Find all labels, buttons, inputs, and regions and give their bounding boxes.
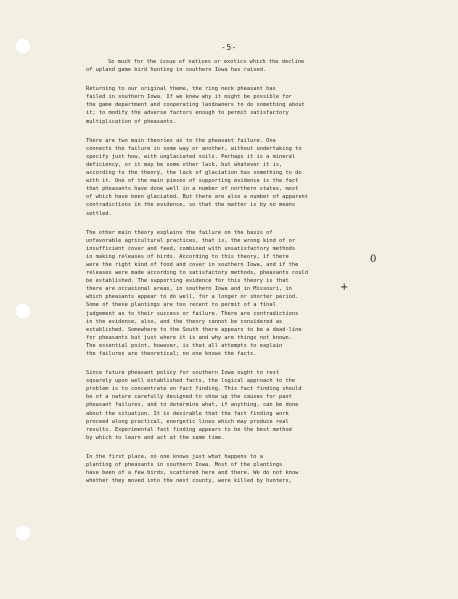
- handwritten-mark-insert: +: [340, 282, 349, 293]
- page-number: -5-: [221, 43, 237, 52]
- paragraph-3: There are two main theories as to the pheasant failure. One connects the failure in some way or another, without undertaking to specify just how, with unglaciated soils. Perhaps it is a mineral deficiency, or it may be some other lack, but whatever it is, according to the theory, the lack of glaciation has something to do with it. One of the main pieces of supporting evidence is the fact that pheasants have done well in a number of northern states, most of which have been glaciated. But there are also a number of apparent contradictions in the evidence, so that the matter is by no means settled.: [86, 137, 308, 217]
- paragraph-6: In the first place, no one knows just what happens to a planting of pheasants in southern Iowa. Most of the plantings have been of a few birds, scattered here and there. We do not know whether they moved into the next county, were killed by hunters,: [86, 453, 299, 485]
- paragraph-2: Returning to our original theme, the ring neck pheasant has failed in southern Iowa. If we knew why it might be possible for the game department and cooperating landowners to do something about it; to modify the adverse factors enough to permit satisfactory multiplication of pheasants.: [86, 86, 305, 125]
- handwritten-mark-of: 0: [370, 254, 377, 265]
- paragraph-5: Since future pheasant policy for southern Iowa ought to rest squarely upon well established facts, the logical approach to the problem is to concentrate on fact finding. This fact finding should be of a nature carefully designed to show up the causes for past pheasant failures, and to determine what, if anything, can be done about the situation. It is desirable that the fact finding work proceed along practical, energetic lines which may produce real results. Experimental fact finding appears to be the best method by which to learn and act at the same time.: [86, 370, 302, 441]
- punch-hole-middle: [15, 303, 31, 319]
- document-body: [86, 58, 406, 496]
- punch-hole-bottom: [15, 525, 31, 541]
- paragraph-4: The other main theory explains the failure on the basis of unfavorable agricultural practices, that is, the wrong kind of or insufficient cover and feed, combined with unsatisfactory methods in making releases of birds. According to this theory, if there were the right kind of food and cover in southern Iowa, and if the releases were made according to satisfactory methods, pheasants could be established. The supporting evidence for this theory is that there are occasional areas, in southern Iowa and in Missouri, in which pheasants appear to do well, for a longer or shorter period. Some of these plantings are too recent to permit of a final judgement as to their success or failure. There are contradictions in the evidence, also, and the theory cannot be considered as established. Somewhere to the South there appears to be a dead-line for pheasants but just where it is and why are things not known. The essential point, however, is that all attempts to explain the failures are theoretical; no one knows the facts.: [86, 229, 308, 357]
- paragraph-1: So much for the issue of natives or exotics which the decline of upland game bird hunting in southern Iowa has raised.: [86, 59, 305, 74]
